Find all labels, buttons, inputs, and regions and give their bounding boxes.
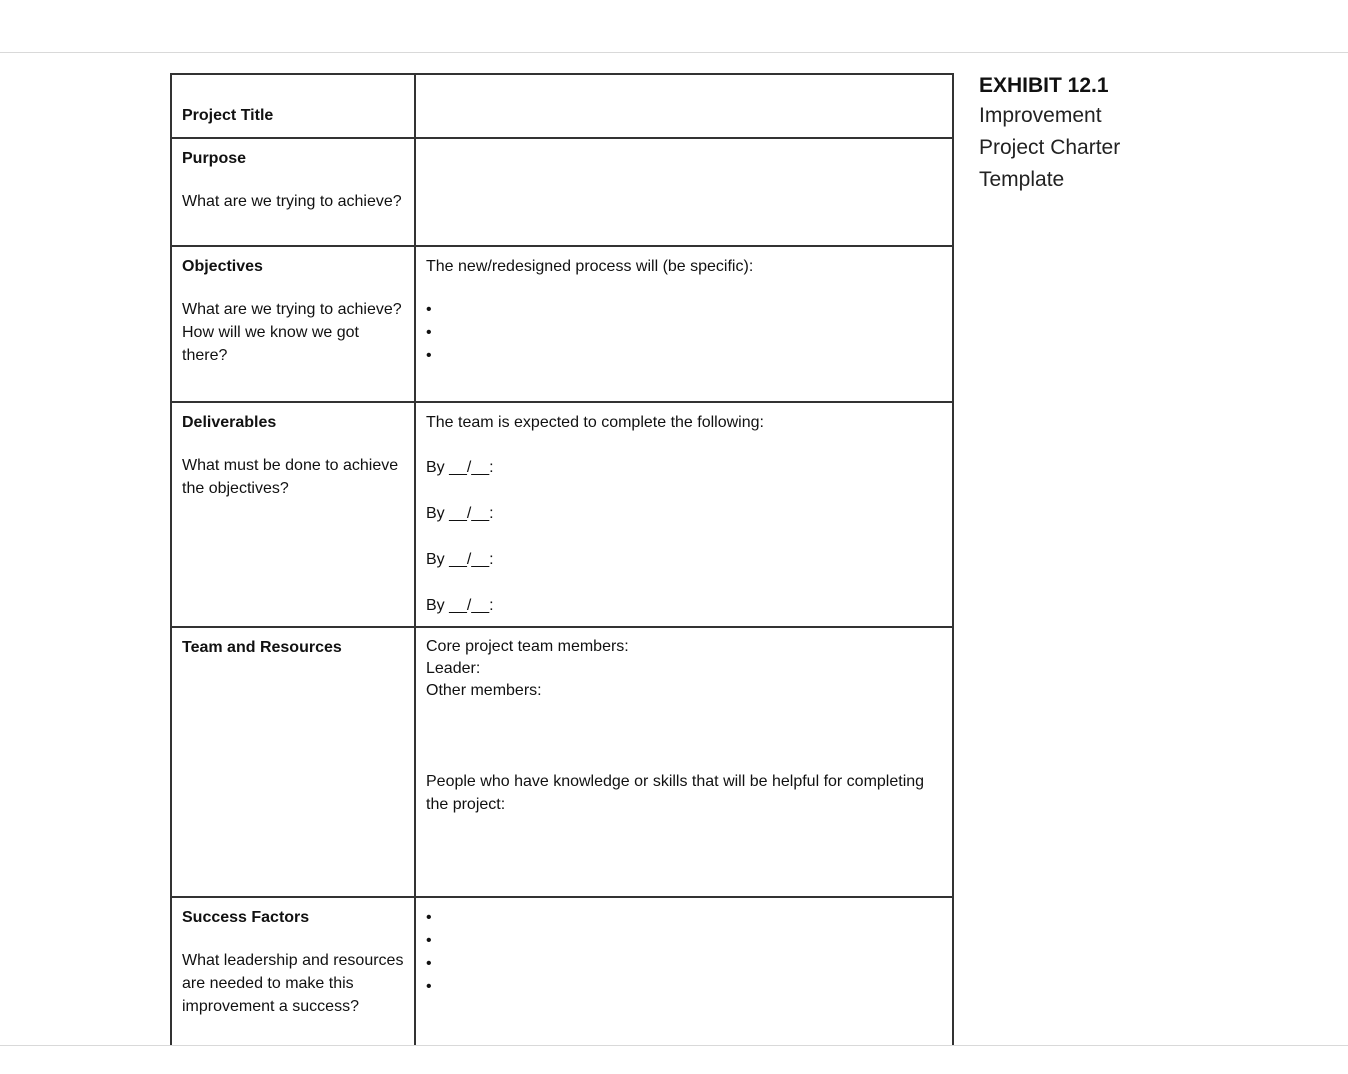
cell-success-value bbox=[415, 897, 953, 1045]
success-question: What leadership and resources are needed to make this improvement a success? bbox=[182, 952, 404, 1015]
objectives-bullet-list bbox=[426, 298, 942, 367]
cell-team-label bbox=[171, 627, 415, 897]
row-success-factors bbox=[171, 897, 953, 1045]
list-item: • bbox=[426, 932, 432, 949]
cell-success-label bbox=[171, 897, 415, 1045]
list-item: By __/__: bbox=[426, 597, 494, 614]
exhibit-title-line: Template bbox=[979, 168, 1065, 191]
cell-deliverables-label bbox=[171, 402, 415, 627]
row-team-resources bbox=[171, 627, 953, 897]
success-factors-label: Success Factors bbox=[182, 909, 310, 926]
leader-text: Leader: bbox=[426, 660, 481, 677]
list-item: By __/__: bbox=[426, 505, 494, 522]
list-item: • bbox=[426, 301, 432, 318]
cell-project-title-value bbox=[415, 74, 953, 138]
row-deliverables bbox=[171, 402, 953, 627]
cell-team-value bbox=[415, 627, 953, 897]
exhibit-title-line: Project Charter bbox=[979, 136, 1121, 159]
objectives-label: Objectives bbox=[182, 258, 263, 275]
list-item: By __/__: bbox=[426, 459, 494, 476]
cell-project-title-label bbox=[171, 74, 415, 138]
list-item: • bbox=[426, 955, 432, 972]
cell-purpose-value bbox=[415, 138, 953, 246]
exhibit-number: EXHIBIT 12.1 bbox=[979, 74, 1109, 97]
cell-objectives-label bbox=[171, 246, 415, 402]
team-resources-label: Team and Resources bbox=[182, 639, 342, 656]
deliverables-label: Deliverables bbox=[182, 414, 277, 431]
purpose-label: Purpose bbox=[182, 150, 247, 167]
row-project-title bbox=[171, 74, 953, 138]
list-item: By __/__: bbox=[426, 551, 494, 568]
core-team-text: Core project team members: bbox=[426, 638, 629, 655]
exhibit-title-line: Improvement bbox=[979, 104, 1102, 127]
exhibit-caption bbox=[979, 72, 1199, 196]
list-item: • bbox=[426, 978, 432, 995]
row-objectives bbox=[171, 246, 953, 402]
objectives-intro: The new/redesigned process will (be specific): bbox=[426, 258, 754, 275]
purpose-question: What are we trying to achieve? bbox=[182, 193, 402, 210]
cell-purpose-label bbox=[171, 138, 415, 246]
cell-deliverables-value bbox=[415, 402, 953, 627]
spacer bbox=[426, 702, 942, 770]
helpful-people-text: People who have knowledge or skills that will be helpful for completing the project: bbox=[426, 773, 925, 813]
list-item: • bbox=[426, 347, 432, 364]
project-charter-table bbox=[170, 73, 954, 1045]
row-purpose bbox=[171, 138, 953, 246]
deliverables-intro: The team is expected to complete the following: bbox=[426, 414, 764, 431]
project-title-label: Project Title bbox=[182, 107, 274, 124]
cell-objectives-value bbox=[415, 246, 953, 402]
list-item: • bbox=[426, 324, 432, 341]
deliverables-question: What must be done to achieve the objectives? bbox=[182, 457, 399, 497]
list-item: • bbox=[426, 909, 432, 926]
objectives-question: What are we trying to achieve? How will we know we got there? bbox=[182, 301, 402, 364]
page-viewport bbox=[0, 53, 1348, 1045]
other-members-text: Other members: bbox=[426, 682, 542, 699]
bottom-divider bbox=[0, 1045, 1348, 1046]
